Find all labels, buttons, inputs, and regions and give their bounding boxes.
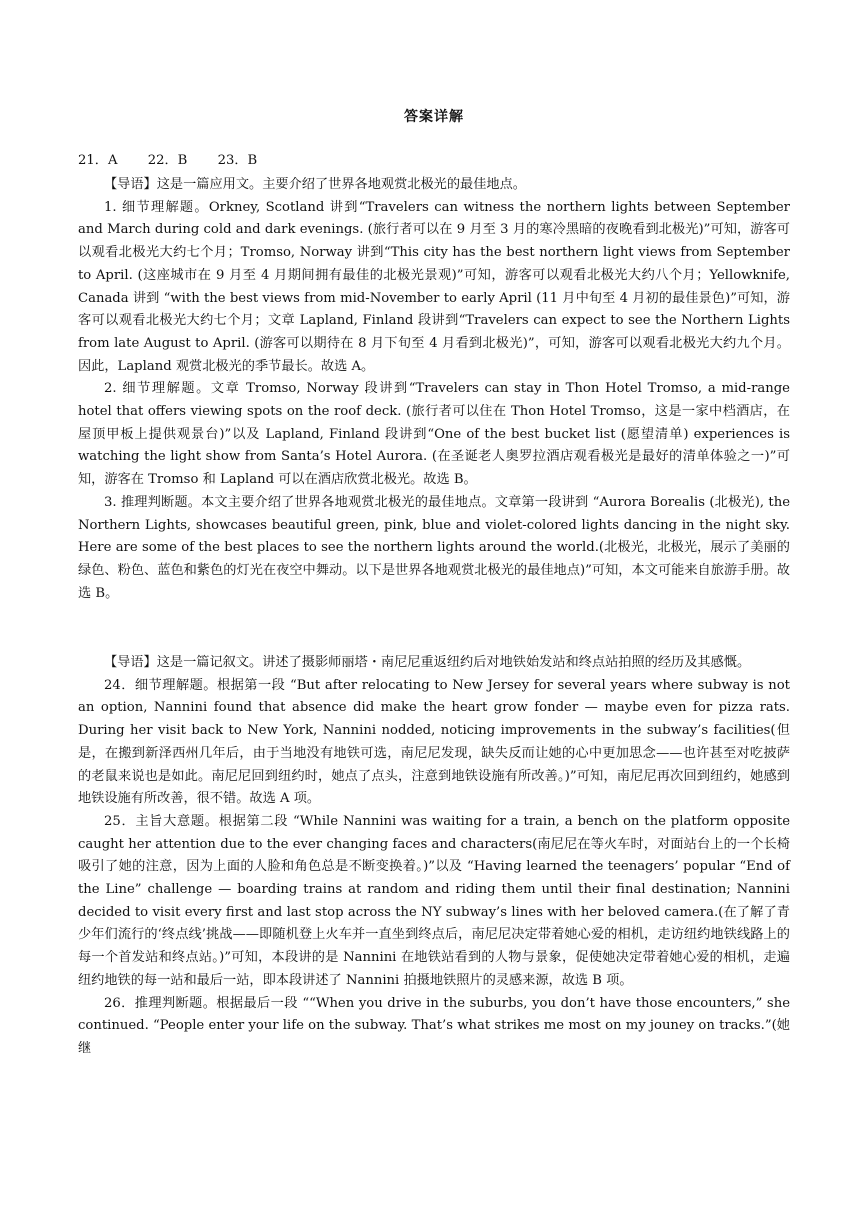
section-1 — [78, 174, 790, 605]
explanation-26: 26．推理判断题。根据最后一段 ““When you drive in the suburbs, you don’t have those encounters,” she continued. “People enter your life on the subway. That’s what strikes me most on my jouney on tracks.”(她继 — [78, 995, 790, 1056]
answer-21: 21．A — [78, 153, 118, 168]
section-1-intro: 【导语】这是一篇应用文。主要介绍了世界各地观赏北极光的最佳地点。 — [104, 177, 526, 192]
explanation-1: 1. 细节理解题。Orkney, Scotland 讲到“Travelers can witness the northern lights between September and March during cold and dark evenings. (旅行者可以在 9 月至 3 月的寒冷黑暗的夜晚看到北极光)”可知，游客可以观看北极光大约七个月；Tromso, Norway 讲到“This city has the best northern light views from September to April. (这座城市在 9 月至 4 月期间拥有最佳的北极光景观)”可知，游客可以观看北极光大约八个月；Yellowknife, Canada 讲到 “with the best views from mid-November to early April (11 月中旬至 4 月初的最佳景色)”可知，游客可以观看北极光大约七个月；文章 Lapland, Finland 段讲到“Travelers can expect to see the Northern Lights from late August to April. (游客可以期待在 8 月下旬至 4 月看到北极光)”，可知，游客可以观看北极光大约九个月。 因此，Lapland 观赏北极光的季节最长。故选 A。 — [78, 199, 790, 374]
answer-key — [78, 150, 790, 173]
section-2 — [78, 652, 790, 1061]
page-title: 答案详解 — [404, 109, 464, 125]
explanation-2: 2. 细节理解题。文章 Tromso, Norway 段讲到“Travelers can stay in Thon Hotel Tromso, a mid-range hotel that offers viewing spots on the roof deck. (旅行者可以住在 Thon Hotel Tromso，这是一家中档酒店，在屋顶甲板上提供观景台)”以及 Lapland, Finland 段讲到“One of the best bucket list (愿望清单) experiences is watching the light show from Santa’s Hotel Aurora. (在圣诞老人奥罗拉酒店观看极光是最好的清单体验之一)”可知，游客在 Tromso 和 Lapland 可以在酒店欣赏北极光。故选 B。 — [78, 381, 790, 488]
explanation-24: 24．细节理解题。根据第一段 “But after relocating to New Jersey for several years where subway is not an option, Nannini found that absence did make the heart grow fonder — maybe even for pizza rats. During her visit back to New York, Nannini nodded, noticing improvements in the subway’s facilities(但是，在搬到新泽西州几年后，由于当地没有地铁可选，南尼尼发现，缺失反而让她的心中更加思念——也许甚至对吃披萨的老鼠来说也是如此。南尼尼回到纽约时，她点了点头，注意到地铁设施有所改善。)”可知，南尼尼再次回到纽约，她感到地铁设施有所改善，很不错。故选 A 项。 — [78, 677, 790, 807]
section-2-intro: 【导语】这是一篇记叙文。讲述了摄影师丽塔・南尼尼重返纽约后对地铁始发站和终点站拍照的经历及其感慨。 — [104, 655, 751, 670]
explanation-3: 3. 推理判断题。本文主要介绍了世界各地观赏北极光的最佳地点。文章第一段讲到 “Aurora Borealis (北极光), the Northern Lights, showcases beautiful green, pink, blue and violet-colored lights dancing in the night sky. Here are some of the best places to see the northern lights around the world.(北极光，北极光，展示了美丽的绿色、粉色、蓝色和紫色的灯光在夜空中舞动。以下是世界各地观赏北极光的最佳地点)”可知，本文可能来自旅游手册。故选 B。 — [78, 494, 790, 601]
answer-23: 23．B — [217, 153, 258, 168]
explanation-25: 25．主旨大意题。根据第二段 “While Nannini was waiting for a train, a bench on the platform opposite caught her attention due to the ever changing faces and characters(南尼尼在等火车时，对面站台上的一个长椅吸引了她的注意，因为上面的人脸和角色总是不断变换着。)”以及 “Having learned the teenagers’ popular “End of the Line” challenge — boarding trains at random and riding them until their final destination; Nannini decided to visit every first and last stop across the NY subway’s lines with her beloved camera.(在了解了青少年们流行的‘终点线’挑战——即随机登上火车并一直坐到终点后，南尼尼决定带着她心爱的相机，走访纽约地铁线路上的每一个首发站和终点站。)”可知，本段讲的是 Nannini 在地铁站看到的人物与景象，促使她决定带着她心爱的相机，走遍纽约地铁的每一站和最后一站，即本段讲述了 Nannini 拍摄地铁照片的灵感来源，故选 B 项。 — [78, 813, 790, 988]
answer-22: 22．B — [147, 153, 188, 168]
